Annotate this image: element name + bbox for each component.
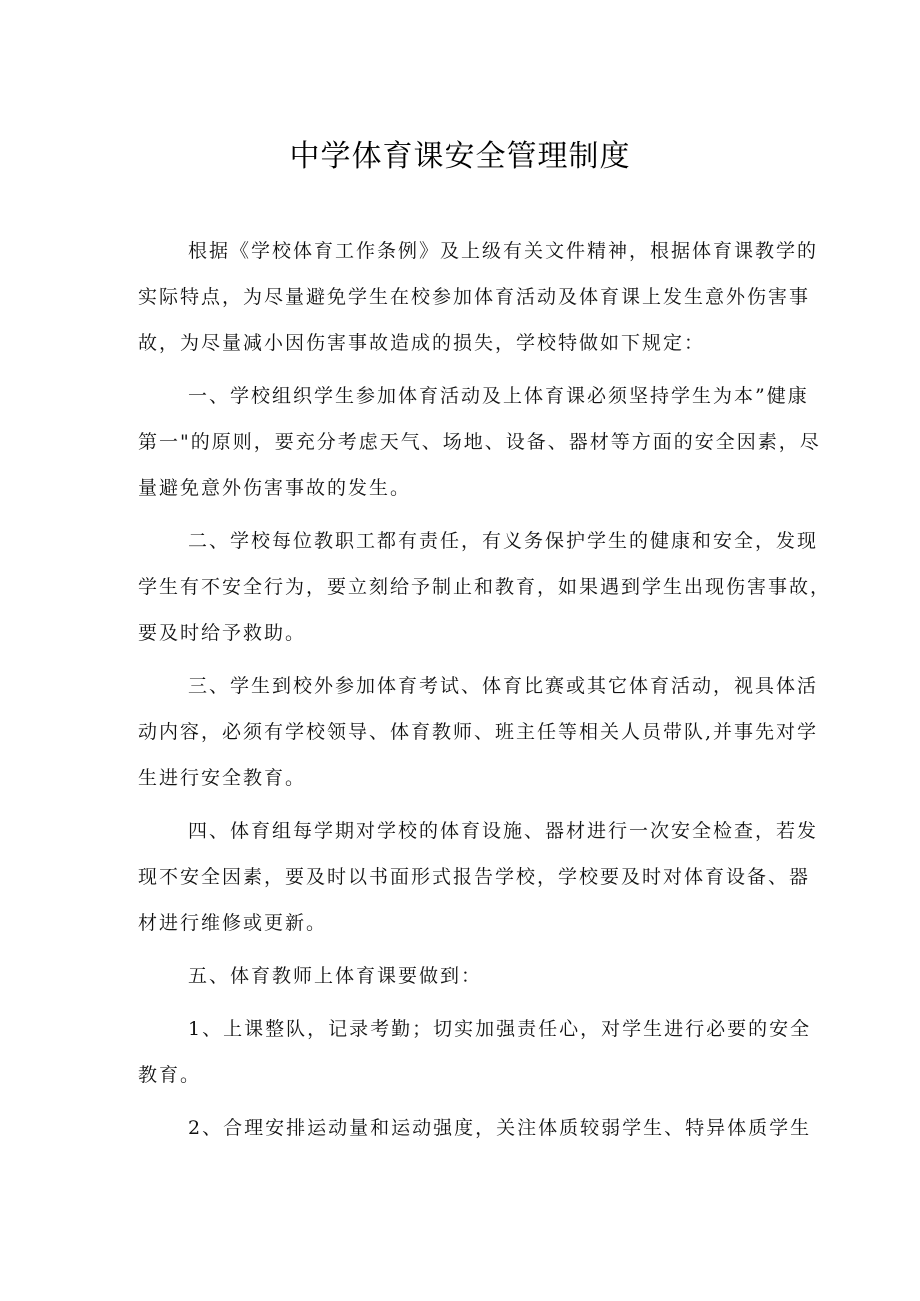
paragraph-line: 1、上课整队，记录考勤；切实加强责任心，对学生进行必要的安全 xyxy=(188,1018,812,1040)
document-body xyxy=(138,228,832,1151)
paragraph-line: 2、合理安排运动量和运动强度，关注体质较弱学生、特异体质学生 xyxy=(188,1117,812,1139)
paragraph-line: 要及时给予救助。 xyxy=(138,622,307,644)
paragraph-line: 材进行维修或更新。 xyxy=(138,912,328,934)
paragraph-line: 三、学生到校外参加体育考试、体育比赛或其它体育活动，视具体活 xyxy=(188,675,819,697)
paragraph-line: 现不安全因素，要及时以书面形式报告学校，学校要及时对体育设备、器 xyxy=(138,866,811,888)
paragraph-line: 动内容，必须有学校领导、体育教师、班主任等相关人员带队,并事先对学 xyxy=(138,721,819,743)
document-title: 中学体育课安全管理制度 xyxy=(289,139,631,174)
paragraph-line: 实际特点，为尽量避免学生在校参加体育活动及体育课上发生意外伤害事 xyxy=(138,286,811,308)
paragraph-line: 生进行安全教育。 xyxy=(138,767,307,789)
paragraph-line: 故，为尽量减小因伤害事故造成的损失，学校特做如下规定： xyxy=(138,332,706,354)
paragraph-line: 五、体育教师上体育课要做到： xyxy=(188,965,483,987)
paragraph-line: 量避免意外伤害事故的发生。 xyxy=(138,477,412,499)
paragraph-line: 教育。 xyxy=(138,1064,202,1086)
paragraph-line: 根据《学校体育工作条例》及上级有关文件精神，根据体育课教学的 xyxy=(188,240,819,262)
paragraph-line: 一、学校组织学生参加体育活动及上体育课必须坚持学生为本”健康 xyxy=(188,385,809,407)
paragraph-line: 第一"的原则，要充分考虑天气、场地、设备、器材等方面的安全因素，尽 xyxy=(138,431,821,453)
paragraph-line: 学生有不安全行为，要立刻给予制止和教育，如果遇到学生出现伤害事故， xyxy=(138,576,832,598)
paragraph-line: 二、学校每位教职工都有责任，有义务保护学生的健康和安全，发现 xyxy=(188,530,819,552)
paragraph-line: 四、体育组每学期对学校的体育设施、器材进行一次安全检查，若发 xyxy=(188,820,819,842)
